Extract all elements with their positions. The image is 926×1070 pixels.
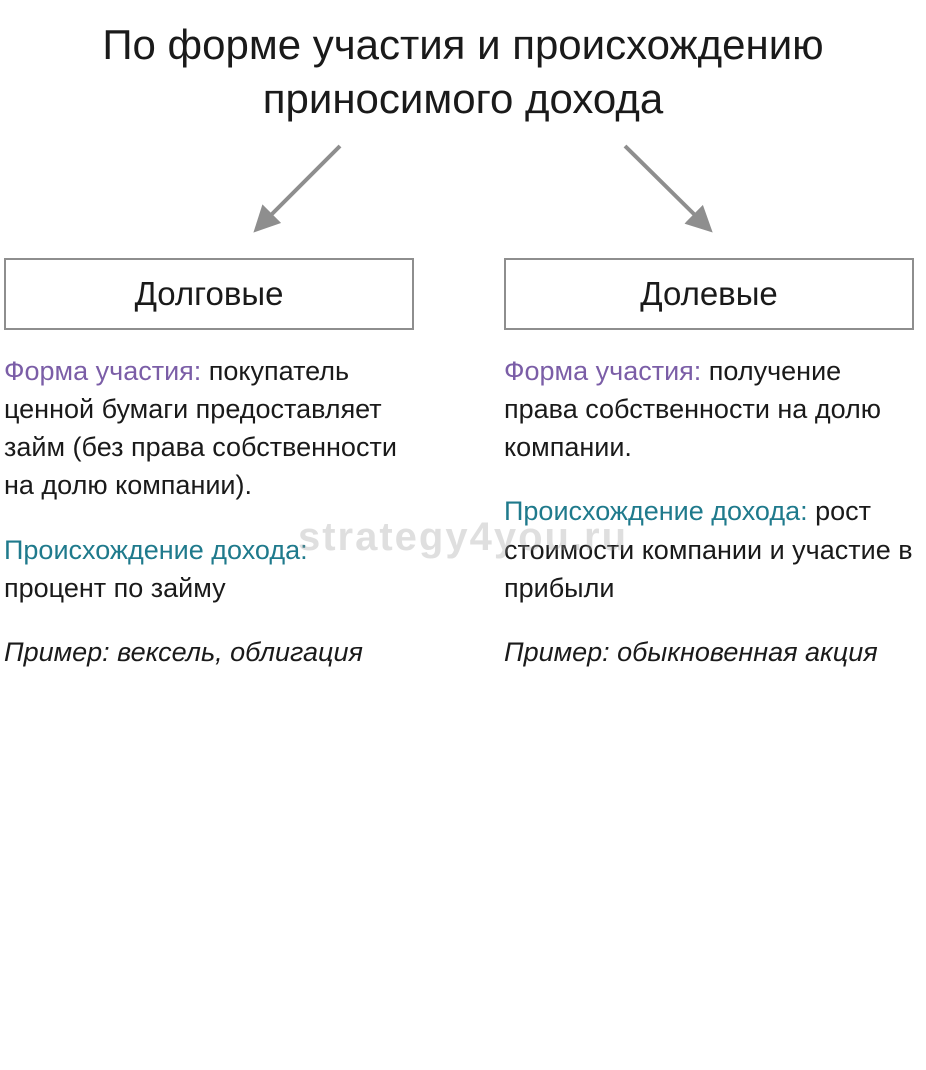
paragraph-income-equity bbox=[504, 492, 914, 607]
text-income-equity: рост стоимости компании и участие в прибыли bbox=[504, 496, 913, 604]
label-income-debt: Происхождение дохода: bbox=[4, 534, 308, 565]
paragraph-form-debt bbox=[4, 352, 414, 505]
text-form-debt: покупатель ценной бумаги предоставляет займ (без права собственности на долю компании). bbox=[4, 355, 397, 501]
column-debt-body bbox=[4, 352, 414, 672]
text-example-equity: Пример: обыкновенная акция bbox=[504, 637, 878, 668]
page-title: По форме участия и происхождению приносимого дохода bbox=[102, 21, 824, 122]
column-equity-body bbox=[504, 352, 914, 672]
arrow-group bbox=[0, 138, 926, 258]
column-equity bbox=[504, 258, 914, 672]
paragraph-example-equity bbox=[504, 633, 914, 671]
paragraph-form-equity bbox=[504, 352, 914, 467]
category-label-debt: Долговые bbox=[134, 274, 284, 312]
category-box-equity bbox=[504, 258, 914, 330]
column-debt bbox=[4, 258, 414, 672]
watermark: strategy4you.ru bbox=[297, 515, 629, 559]
text-income-debt: процент по займу bbox=[4, 573, 226, 604]
text-form-equity: получение права собственности на долю компании. bbox=[504, 355, 882, 463]
category-box-debt bbox=[4, 258, 414, 330]
text-example-debt: Пример: вексель, облигация bbox=[4, 637, 363, 668]
arrow-left bbox=[263, 146, 340, 223]
label-form-debt: Форма участия: bbox=[4, 355, 202, 386]
paragraph-example-debt bbox=[4, 633, 414, 671]
paragraph-income-debt bbox=[4, 531, 414, 608]
category-label-equity: Долевые bbox=[640, 274, 778, 312]
arrow-right bbox=[625, 146, 703, 223]
label-form-equity: Форма участия: bbox=[504, 355, 702, 386]
columns-container bbox=[0, 258, 926, 672]
label-income-equity: Происхождение дохода: bbox=[504, 496, 808, 527]
